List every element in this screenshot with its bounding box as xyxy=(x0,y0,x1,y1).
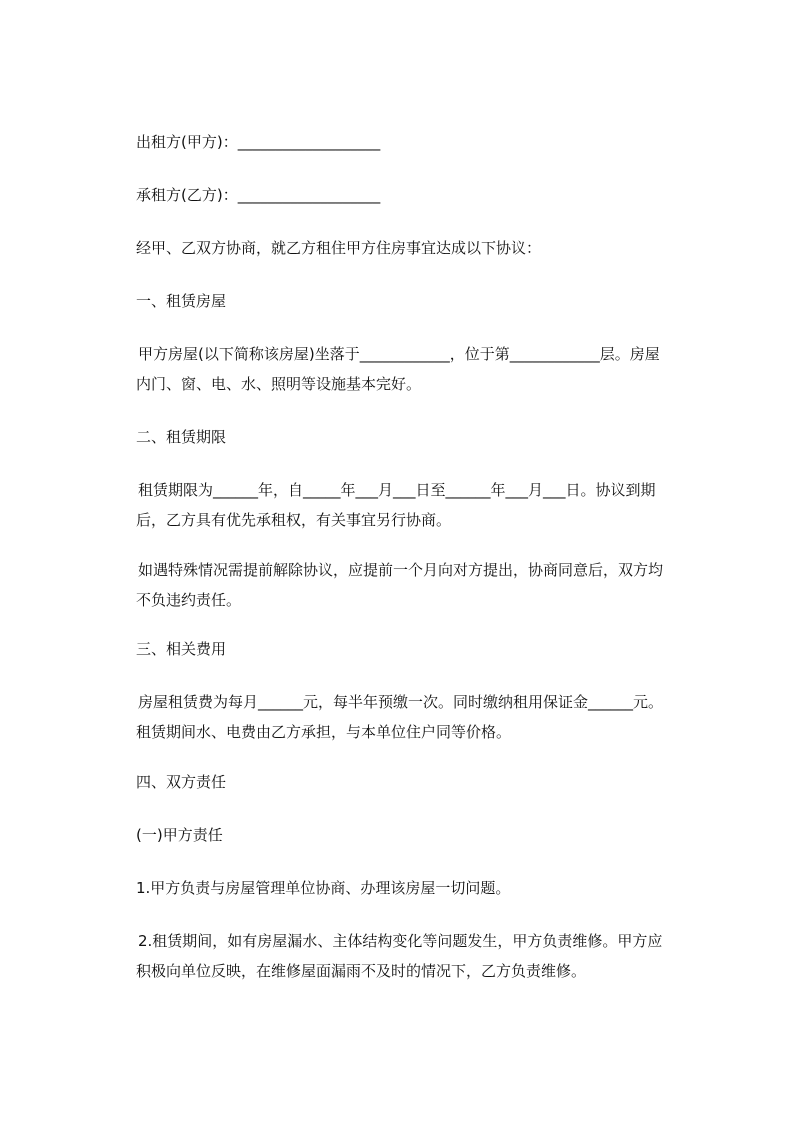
lessee-line: 承租方(乙方)：___________________ xyxy=(136,186,381,204)
paragraph-line: 租赁期间水、电费由乙方承担，与本单位住户同等价格。 xyxy=(136,723,512,741)
paragraph-line: 积极向单位反映，在维修屋面漏雨不及时的情况下，乙方负责维修。 xyxy=(136,962,587,980)
paragraph-line: 不负违约责任。 xyxy=(136,591,242,609)
paragraph-line: 后，乙方具有优先承租权，有关事宜另行协商。 xyxy=(136,511,452,529)
paragraph-line: 如遇特殊情况需提前解除协议，应提前一个月向对方提出，协商同意后，双方均 xyxy=(138,561,664,579)
preamble: 经甲、乙双方协商，就乙方租住甲方住房事宜达成以下协议： xyxy=(136,239,542,257)
section-heading-1: 一、租赁房屋 xyxy=(136,292,227,310)
section-heading-2: 二、租赁期限 xyxy=(136,428,227,446)
paragraph-line: 甲方房屋(以下简称该房屋)坐落于____________，位于第____________层。房屋 xyxy=(138,345,660,363)
paragraph-line: 租赁期限为______年，自_____年___月___日至______年___月___日。协议到期 xyxy=(138,481,656,499)
paragraph-line: 内门、窗、电、水、照明等设施基本完好。 xyxy=(136,375,422,393)
section-heading-4: 四、双方责任 xyxy=(136,773,227,791)
lessor-line: 出租方(甲方)：___________________ xyxy=(136,133,381,151)
section-heading-3: 三、相关费用 xyxy=(136,640,227,658)
paragraph-line: 房屋租赁费为每月______元，每半年预缴一次。同时缴纳租用保证金______元。 xyxy=(138,693,664,711)
subsection-heading: (一)甲方责任 xyxy=(136,826,223,844)
list-item: 1.甲方负责与房屋管理单位协商、办理该房屋一切问题。 xyxy=(136,879,511,897)
list-item: 2.租赁期间，如有房屋漏水、主体结构变化等问题发生，甲方负责维修。甲方应 xyxy=(138,932,663,950)
